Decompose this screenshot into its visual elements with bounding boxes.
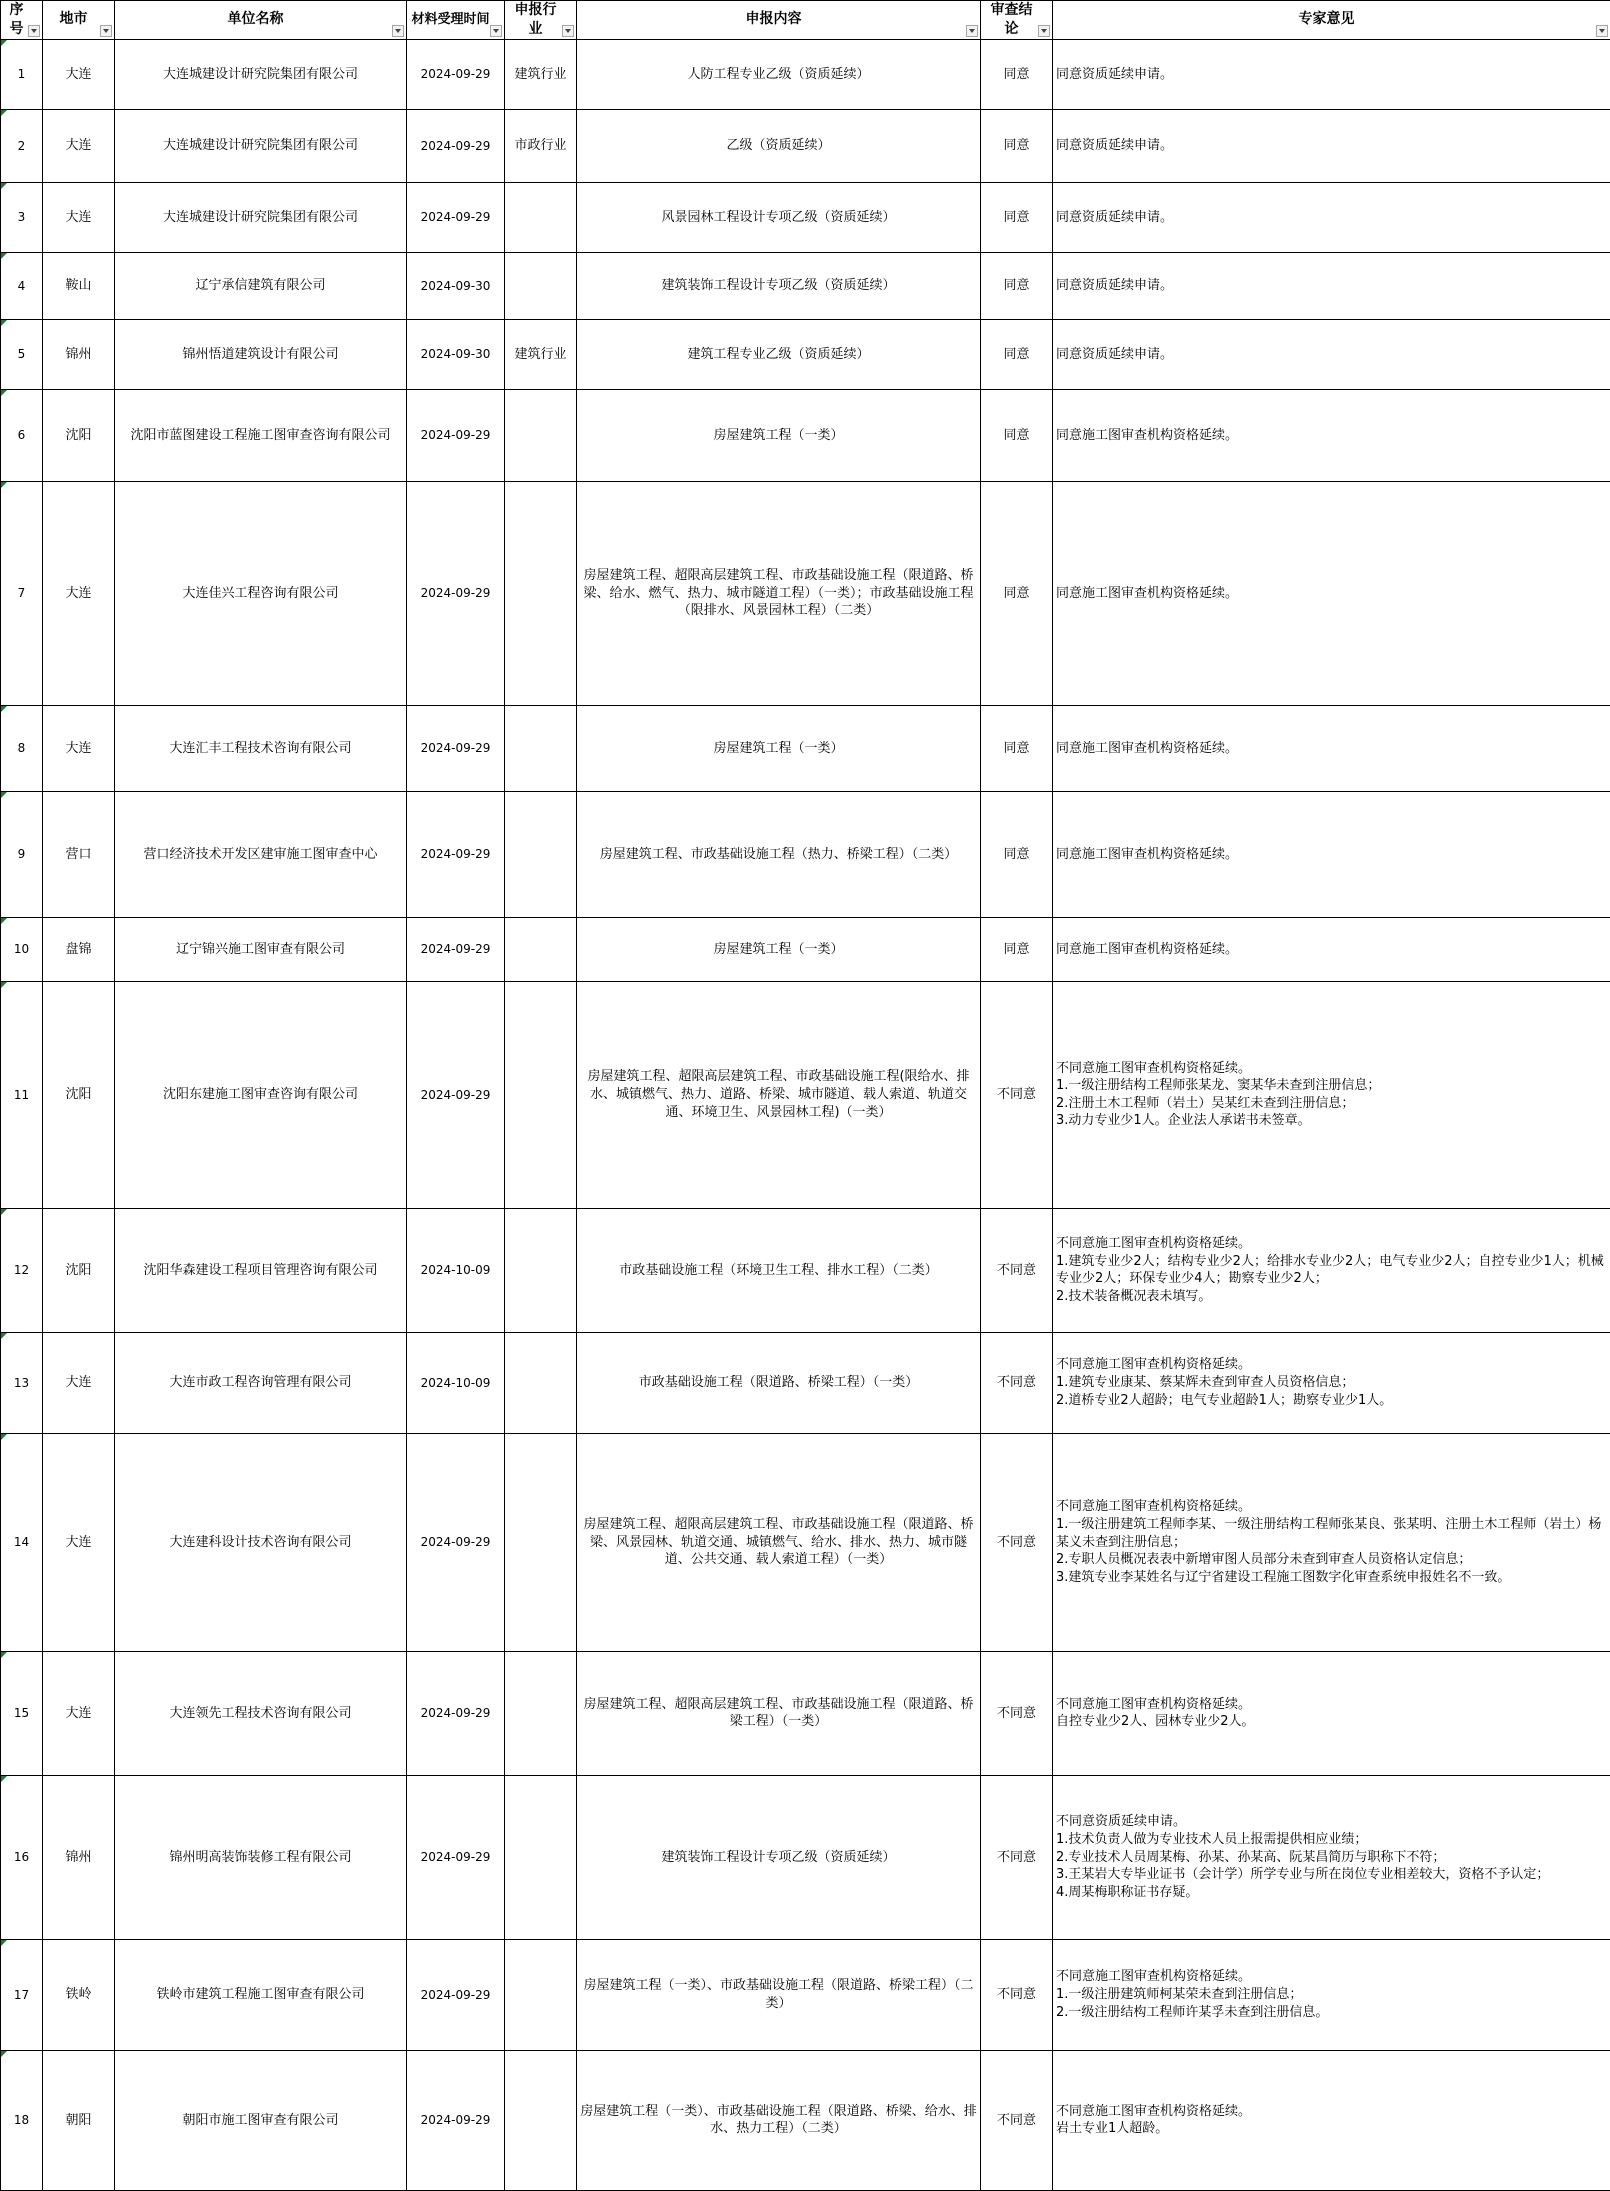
cell-opinion[interactable] <box>1053 1651 1610 1775</box>
cell-content[interactable]: 房屋建筑工程、超限高层建筑工程、市政基础设施工程（限道路、桥梁工程）（一类） <box>577 1651 981 1775</box>
cell-content[interactable]: 房屋建筑工程（一类） <box>577 705 981 791</box>
cell-content[interactable]: 房屋建筑工程、市政基础设施工程（热力、桥梁工程）（二类） <box>577 791 981 917</box>
opinion-line: 同意资质延续申请。 <box>1056 137 1607 155</box>
cell-opinion[interactable] <box>1053 1332 1610 1433</box>
opinion-line: 1.一级注册建筑师柯某荣未查到注册信息； <box>1056 1986 1607 2004</box>
cell-index[interactable]: 13 <box>1 1332 43 1433</box>
cell-content[interactable]: 建筑工程专业乙级（资质延续） <box>577 319 981 389</box>
cell-content[interactable]: 人防工程专业乙级（资质延续） <box>577 39 981 109</box>
cell-conclusion[interactable]: 同意 <box>981 389 1053 481</box>
opinion-line: 同意施工图审查机构资格延续。 <box>1056 740 1607 758</box>
cell-industry[interactable] <box>505 1433 577 1651</box>
cell-opinion[interactable] <box>1053 389 1610 481</box>
cell-content[interactable]: 乙级（资质延续） <box>577 109 981 182</box>
cell-opinion[interactable] <box>1053 791 1610 917</box>
cell-index[interactable]: 3 <box>1 182 43 252</box>
cell-content[interactable]: 房屋建筑工程（一类）、市政基础设施工程（限道路、桥梁、给水、排水、热力工程）（二类） <box>577 2050 981 2190</box>
opinion-line: 3.王某岩大专毕业证书（会计学）所学专业与所在岗位专业相差较大，资格不予认定； <box>1056 1866 1607 1884</box>
header-company-label: 单位名称 <box>118 10 403 29</box>
cell-index[interactable]: 5 <box>1 319 43 389</box>
cell-industry[interactable]: 建筑行业 <box>505 319 577 389</box>
cell-company[interactable]: 大连汇丰工程技术咨询有限公司 <box>115 705 407 791</box>
filter-dropdown-icon[interactable] <box>392 25 404 37</box>
cell-conclusion[interactable]: 不同意 <box>981 1332 1053 1433</box>
cell-company[interactable]: 锦州悟道建筑设计有限公司 <box>115 319 407 389</box>
table-row <box>1 705 1610 791</box>
table-row <box>1 2050 1610 2190</box>
table-row <box>1 481 1610 705</box>
cell-index[interactable]: 14 <box>1 1433 43 1651</box>
cell-conclusion[interactable]: 同意 <box>981 705 1053 791</box>
cell-industry[interactable] <box>505 1208 577 1332</box>
opinion-line: 不同意施工图审查机构资格延续。 <box>1056 1356 1607 1374</box>
cell-date[interactable]: 2024-09-29 <box>407 39 505 109</box>
cell-conclusion[interactable]: 不同意 <box>981 1775 1053 1939</box>
cell-industry[interactable] <box>505 981 577 1208</box>
table-header <box>1 1 1610 40</box>
header-city-label: 地市 <box>46 10 111 29</box>
cell-conclusion[interactable]: 不同意 <box>981 1208 1053 1332</box>
opinion-line: 不同意资质延续申请。 <box>1056 1813 1607 1831</box>
opinion-line: 不同意施工图审查机构资格延续。 <box>1056 2103 1607 2121</box>
cell-industry[interactable] <box>505 481 577 705</box>
opinion-line: 1.技术负责人做为专业技术人员上报需提供相应业绩； <box>1056 1831 1607 1849</box>
cell-conclusion[interactable]: 同意 <box>981 252 1053 319</box>
opinion-line: 岩土专业1人超龄。 <box>1056 2120 1607 2138</box>
cell-date[interactable]: 2024-09-29 <box>407 917 505 981</box>
header-content[interactable] <box>577 1 981 40</box>
opinion-line: 同意资质延续申请。 <box>1056 209 1607 227</box>
cell-opinion[interactable] <box>1053 481 1610 705</box>
cell-content[interactable]: 市政基础设施工程（环境卫生工程、排水工程）（二类） <box>577 1208 981 1332</box>
opinion-line: 2.专业技术人员周某梅、孙某、孙某高、阮某昌简历与职称下不符； <box>1056 1849 1607 1867</box>
cell-industry[interactable] <box>505 705 577 791</box>
opinion-line: 2.技术装备概况表未填写。 <box>1056 1288 1607 1306</box>
opinion-line: 1.建筑专业康某、蔡某辉未查到审查人员资格信息； <box>1056 1374 1607 1392</box>
filter-dropdown-icon[interactable] <box>1038 25 1050 37</box>
table-row <box>1 1651 1610 1775</box>
table-row <box>1 1332 1610 1433</box>
cell-opinion[interactable] <box>1053 705 1610 791</box>
cell-content[interactable]: 房屋建筑工程（一类）、市政基础设施工程（限道路、桥梁工程）（二类） <box>577 1939 981 2050</box>
cell-content[interactable]: 风景园林工程设计专项乙级（资质延续） <box>577 182 981 252</box>
cell-index[interactable]: 9 <box>1 791 43 917</box>
cell-opinion[interactable] <box>1053 981 1610 1208</box>
cell-city[interactable]: 铁岭 <box>43 1939 115 2050</box>
header-company[interactable] <box>115 1 407 40</box>
header-index-label: 序号 <box>4 1 39 39</box>
cell-opinion[interactable] <box>1053 319 1610 389</box>
cell-date[interactable]: 2024-09-29 <box>407 1433 505 1651</box>
table-row <box>1 917 1610 981</box>
cell-conclusion[interactable]: 同意 <box>981 109 1053 182</box>
cell-date[interactable]: 2024-09-29 <box>407 109 505 182</box>
cell-content[interactable]: 房屋建筑工程、超限高层建筑工程、市政基础设施工程(限给水、排水、城镇燃气、热力、道路、桥梁、城市隧道、载人索道、轨道交通、环境卫生、风景园林工程)（一类） <box>577 981 981 1208</box>
opinion-line: 3.动力专业少1人。企业法人承诺书未签章。 <box>1056 1112 1607 1130</box>
opinion-line: 4.周某梅职称证书存疑。 <box>1056 1884 1607 1902</box>
header-industry[interactable] <box>505 1 577 40</box>
cell-conclusion[interactable]: 同意 <box>981 319 1053 389</box>
opinion-line: 3.建筑专业李某姓名与辽宁省建设工程施工图数字化审查系统申报姓名不一致。 <box>1056 1569 1607 1587</box>
table-row <box>1 109 1610 182</box>
cell-opinion[interactable] <box>1053 1208 1610 1332</box>
cell-city[interactable]: 大连 <box>43 1433 115 1651</box>
cell-conclusion[interactable]: 同意 <box>981 39 1053 109</box>
cell-industry[interactable] <box>505 1775 577 1939</box>
opinion-line: 1.建筑专业少2人；结构专业少2人；给排水专业少2人；电气专业少2人；自控专业少1人；机械专业少2人；环保专业少4人；勘察专业少2人； <box>1056 1253 1607 1288</box>
cell-index[interactable]: 1 <box>1 39 43 109</box>
cell-city[interactable]: 沈阳 <box>43 981 115 1208</box>
cell-opinion[interactable] <box>1053 182 1610 252</box>
cell-conclusion[interactable]: 不同意 <box>981 981 1053 1208</box>
cell-company[interactable]: 大连领先工程技术咨询有限公司 <box>115 1651 407 1775</box>
cell-date[interactable]: 2024-09-29 <box>407 2050 505 2190</box>
cell-index[interactable]: 11 <box>1 981 43 1208</box>
cell-industry[interactable] <box>505 1651 577 1775</box>
opinion-line: 2.专职人员概况表表中新增审图人员部分未查到审查人员资格认定信息； <box>1056 1551 1607 1569</box>
opinion-line: 同意资质延续申请。 <box>1056 277 1607 295</box>
cell-industry[interactable]: 建筑行业 <box>505 39 577 109</box>
opinion-line: 同意施工图审查机构资格延续。 <box>1056 585 1607 603</box>
table-row <box>1 39 1610 109</box>
opinion-line: 1.一级注册结构工程师张某龙、窦某华未查到注册信息； <box>1056 1077 1607 1095</box>
cell-index[interactable]: 4 <box>1 252 43 319</box>
cell-city[interactable]: 沈阳 <box>43 389 115 481</box>
cell-conclusion[interactable]: 不同意 <box>981 1433 1053 1651</box>
cell-index[interactable]: 10 <box>1 917 43 981</box>
cell-content[interactable]: 建筑装饰工程设计专项乙级（资质延续） <box>577 252 981 319</box>
cell-company[interactable]: 铁岭市建筑工程施工图审查有限公司 <box>115 1939 407 2050</box>
table-row <box>1 1939 1610 2050</box>
filter-dropdown-icon[interactable] <box>28 25 40 37</box>
header-conclusion-label: 审查结论 <box>984 1 1049 39</box>
cell-conclusion[interactable]: 不同意 <box>981 1939 1053 2050</box>
opinion-line: 自控专业少2人、园林专业少2人。 <box>1056 1713 1607 1731</box>
header-opinion[interactable] <box>1053 1 1610 40</box>
cell-city[interactable]: 大连 <box>43 705 115 791</box>
cell-date[interactable]: 2024-09-29 <box>407 1775 505 1939</box>
cell-opinion[interactable] <box>1053 917 1610 981</box>
table-row <box>1 319 1610 389</box>
header-date-label: 材料受理时间 <box>410 13 501 27</box>
table-row <box>1 1433 1610 1651</box>
cell-conclusion[interactable]: 同意 <box>981 182 1053 252</box>
filter-dropdown-icon[interactable] <box>490 25 502 37</box>
cell-industry[interactable] <box>505 1939 577 2050</box>
cell-date[interactable]: 2024-09-29 <box>407 981 505 1208</box>
cell-conclusion[interactable]: 同意 <box>981 481 1053 705</box>
cell-content[interactable]: 建筑装饰工程设计专项乙级（资质延续） <box>577 1775 981 1939</box>
filter-dropdown-icon[interactable] <box>562 25 574 37</box>
cell-date[interactable]: 2024-09-29 <box>407 1651 505 1775</box>
cell-conclusion[interactable]: 不同意 <box>981 1651 1053 1775</box>
cell-content[interactable]: 房屋建筑工程（一类） <box>577 389 981 481</box>
cell-date[interactable]: 2024-09-29 <box>407 481 505 705</box>
cell-content[interactable]: 房屋建筑工程、超限高层建筑工程、市政基础设施工程（限道路、桥梁、给水、燃气、热力、城市隧道工程）（一类）；市政基础设施工程（限排水、风景园林工程）（二类） <box>577 481 981 705</box>
header-city[interactable] <box>43 1 115 40</box>
cell-company[interactable]: 沈阳华森建设工程项目管理咨询有限公司 <box>115 1208 407 1332</box>
cell-conclusion[interactable]: 不同意 <box>981 2050 1053 2190</box>
cell-date[interactable]: 2024-10-09 <box>407 1332 505 1433</box>
cell-opinion[interactable] <box>1053 1775 1610 1939</box>
cell-content[interactable]: 房屋建筑工程、超限高层建筑工程、市政基础设施工程（限道路、桥梁、风景园林、轨道交通、城镇燃气、给水、排水、热力、城市隧道、公共交通、载人索道工程）（一类） <box>577 1433 981 1651</box>
opinion-line: 1.一级注册建筑工程师李某、一级注册结构工程师张某良、张某明、注册土木工程师（岩土）杨某义未查到注册信息； <box>1056 1516 1607 1551</box>
cell-date[interactable]: 2024-09-29 <box>407 1939 505 2050</box>
cell-index[interactable]: 6 <box>1 389 43 481</box>
table-row <box>1 1775 1610 1939</box>
cell-index[interactable]: 18 <box>1 2050 43 2190</box>
opinion-line: 不同意施工图审查机构资格延续。 <box>1056 1060 1607 1078</box>
cell-opinion[interactable] <box>1053 1939 1610 2050</box>
cell-city[interactable]: 大连 <box>43 182 115 252</box>
cell-date[interactable]: 2024-09-29 <box>407 389 505 481</box>
table-row <box>1 252 1610 319</box>
cell-company[interactable]: 沈阳东建施工图审查咨询有限公司 <box>115 981 407 1208</box>
cell-opinion[interactable] <box>1053 1433 1610 1651</box>
cell-industry[interactable] <box>505 182 577 252</box>
cell-industry[interactable] <box>505 917 577 981</box>
cell-date[interactable]: 2024-09-29 <box>407 705 505 791</box>
cell-city[interactable]: 大连 <box>43 1332 115 1433</box>
cell-company[interactable]: 锦州明高装饰装修工程有限公司 <box>115 1775 407 1939</box>
opinion-line: 2.道桥专业2人超龄；电气专业超龄1人；勘察专业少1人。 <box>1056 1392 1607 1410</box>
cell-content[interactable]: 房屋建筑工程（一类） <box>577 917 981 981</box>
cell-index[interactable]: 2 <box>1 109 43 182</box>
cell-company[interactable]: 辽宁锦兴施工图审查有限公司 <box>115 917 407 981</box>
filter-dropdown-icon[interactable] <box>1596 25 1608 37</box>
opinion-line: 同意资质延续申请。 <box>1056 346 1607 364</box>
cell-industry[interactable] <box>505 2050 577 2190</box>
filter-dropdown-icon[interactable] <box>966 25 978 37</box>
cell-industry[interactable] <box>505 252 577 319</box>
table-row <box>1 1208 1610 1332</box>
table-row <box>1 182 1610 252</box>
header-opinion-label: 专家意见 <box>1056 10 1607 29</box>
opinion-line: 2.注册土木工程师（岩土）吴某红未查到注册信息； <box>1056 1095 1607 1113</box>
cell-company[interactable]: 辽宁承信建筑有限公司 <box>115 252 407 319</box>
header-date[interactable] <box>407 1 505 40</box>
opinion-line: 同意资质延续申请。 <box>1056 66 1607 84</box>
cell-company[interactable]: 大连城建设计研究院集团有限公司 <box>115 109 407 182</box>
table-body <box>1 39 1610 2190</box>
opinion-line: 不同意施工图审查机构资格延续。 <box>1056 1235 1607 1253</box>
opinion-line: 同意施工图审查机构资格延续。 <box>1056 846 1607 864</box>
cell-city[interactable]: 沈阳 <box>43 1208 115 1332</box>
opinion-line: 同意施工图审查机构资格延续。 <box>1056 941 1607 959</box>
cell-opinion[interactable] <box>1053 109 1610 182</box>
cell-conclusion[interactable]: 同意 <box>981 791 1053 917</box>
cell-city[interactable]: 锦州 <box>43 319 115 389</box>
header-industry-label: 申报行业 <box>508 1 573 39</box>
cell-index[interactable]: 17 <box>1 1939 43 2050</box>
header-index[interactable] <box>1 1 43 40</box>
opinion-line: 不同意施工图审查机构资格延续。 <box>1056 1696 1607 1714</box>
opinion-line: 不同意施工图审查机构资格延续。 <box>1056 1968 1607 1986</box>
opinion-line: 同意施工图审查机构资格延续。 <box>1056 427 1607 445</box>
cell-content[interactable]: 市政基础设施工程（限道路、桥梁工程）（一类） <box>577 1332 981 1433</box>
header-conclusion[interactable] <box>981 1 1053 40</box>
cell-company[interactable]: 大连城建设计研究院集团有限公司 <box>115 182 407 252</box>
cell-opinion[interactable] <box>1053 252 1610 319</box>
cell-date[interactable]: 2024-09-30 <box>407 319 505 389</box>
cell-index[interactable]: 15 <box>1 1651 43 1775</box>
cell-company[interactable]: 大连建科设计技术咨询有限公司 <box>115 1433 407 1651</box>
cell-company[interactable]: 大连城建设计研究院集团有限公司 <box>115 39 407 109</box>
cell-company[interactable]: 营口经济技术开发区建审施工图审查中心 <box>115 791 407 917</box>
cell-industry[interactable] <box>505 791 577 917</box>
cell-company[interactable]: 朝阳市施工图审查有限公司 <box>115 2050 407 2190</box>
cell-industry[interactable] <box>505 389 577 481</box>
filter-dropdown-icon[interactable] <box>100 25 112 37</box>
cell-index[interactable]: 16 <box>1 1775 43 1939</box>
cell-city[interactable]: 大连 <box>43 481 115 705</box>
cell-industry[interactable] <box>505 1332 577 1433</box>
cell-city[interactable]: 朝阳 <box>43 2050 115 2190</box>
table-row <box>1 791 1610 917</box>
cell-industry[interactable]: 市政行业 <box>505 109 577 182</box>
cell-city[interactable]: 大连 <box>43 1651 115 1775</box>
cell-opinion[interactable] <box>1053 2050 1610 2190</box>
header-content-label: 申报内容 <box>580 10 977 29</box>
header-row <box>1 1 1610 40</box>
cell-company[interactable]: 大连市政工程咨询管理有限公司 <box>115 1332 407 1433</box>
cell-city[interactable]: 鞍山 <box>43 252 115 319</box>
cell-index[interactable]: 12 <box>1 1208 43 1332</box>
opinion-line: 不同意施工图审查机构资格延续。 <box>1056 1498 1607 1516</box>
cell-city[interactable]: 锦州 <box>43 1775 115 1939</box>
cell-opinion[interactable] <box>1053 39 1610 109</box>
opinion-line: 2.一级注册结构工程师许某孚未查到注册信息。 <box>1056 2004 1607 2022</box>
table-row <box>1 981 1610 1208</box>
cell-index[interactable]: 8 <box>1 705 43 791</box>
cell-city[interactable]: 盘锦 <box>43 917 115 981</box>
cell-date[interactable]: 2024-10-09 <box>407 1208 505 1332</box>
cell-city[interactable]: 大连 <box>43 39 115 109</box>
table-row <box>1 389 1610 481</box>
cell-date[interactable]: 2024-09-29 <box>407 182 505 252</box>
cell-conclusion[interactable]: 同意 <box>981 917 1053 981</box>
cell-date[interactable]: 2024-09-30 <box>407 252 505 319</box>
cell-company[interactable]: 沈阳市蓝图建设工程施工图审查咨询有限公司 <box>115 389 407 481</box>
cell-city[interactable]: 营口 <box>43 791 115 917</box>
cell-company[interactable]: 大连佳兴工程咨询有限公司 <box>115 481 407 705</box>
cell-date[interactable]: 2024-09-29 <box>407 791 505 917</box>
cell-index[interactable]: 7 <box>1 481 43 705</box>
cell-city[interactable]: 大连 <box>43 109 115 182</box>
